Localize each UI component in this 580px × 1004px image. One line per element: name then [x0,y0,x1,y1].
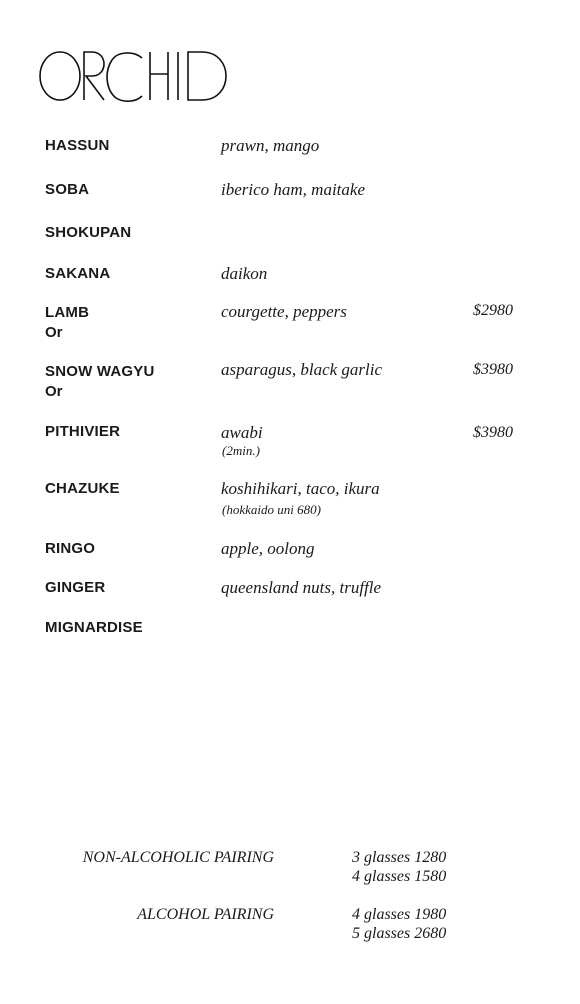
course-name-snow-wagyu: SNOW WAGYU [45,363,155,380]
course-price-snow-wagyu: $3980 [473,361,513,378]
course-or-lamb: Or [45,324,63,341]
pairing-label-non-alcoholic: NON-ALCOHOLIC PAIRING [82,849,274,866]
course-name-shokupan: SHOKUPAN [45,224,132,241]
course-desc-pithivier: awabi [221,423,263,442]
course-desc-lamb: courgette, peppers [221,302,347,321]
course-desc-sakana: daikon [221,264,268,283]
course-name-lamb: LAMB [45,304,90,321]
pairing-label-alcohol: ALCOHOL PAIRING [137,906,274,923]
course-desc-ginger: queensland nuts, truffle [221,578,382,597]
course-name-ringo: RINGO [45,540,96,557]
course-name-mignardise: MIGNARDISE [45,619,143,636]
course-price-pithivier: $3980 [473,424,513,441]
course-desc-ringo: apple, oolong [221,539,315,558]
orchid-logo [38,50,238,104]
pairing-option: 4 glasses 1980 [352,906,447,923]
course-desc-chazuke: koshihikari, taco, ikura [221,479,380,498]
course-price-lamb: $2980 [473,302,513,319]
course-name-hassun: HASSUN [45,137,110,154]
course-desc-hassun: prawn, mango [221,136,320,155]
course-desc-snow-wagyu: asparagus, black garlic [221,360,383,379]
pairing-option: 4 glasses 1580 [352,868,447,885]
course-note-chazuke: (hokkaido uni 680) [222,502,321,517]
course-or-snow-wagyu: Or [45,383,63,400]
pairing-option: 5 glasses 2680 [352,925,447,942]
course-name-soba: SOBA [45,181,90,198]
course-name-ginger: GINGER [45,579,106,596]
course-name-sakana: SAKANA [45,265,111,282]
course-name-pithivier: PITHIVIER [45,423,121,440]
course-desc-soba: iberico ham, maitake [221,180,365,199]
pairing-option: 3 glasses 1280 [352,849,447,866]
course-note-pithivier: (2min.) [222,443,260,458]
course-name-chazuke: CHAZUKE [45,480,120,497]
